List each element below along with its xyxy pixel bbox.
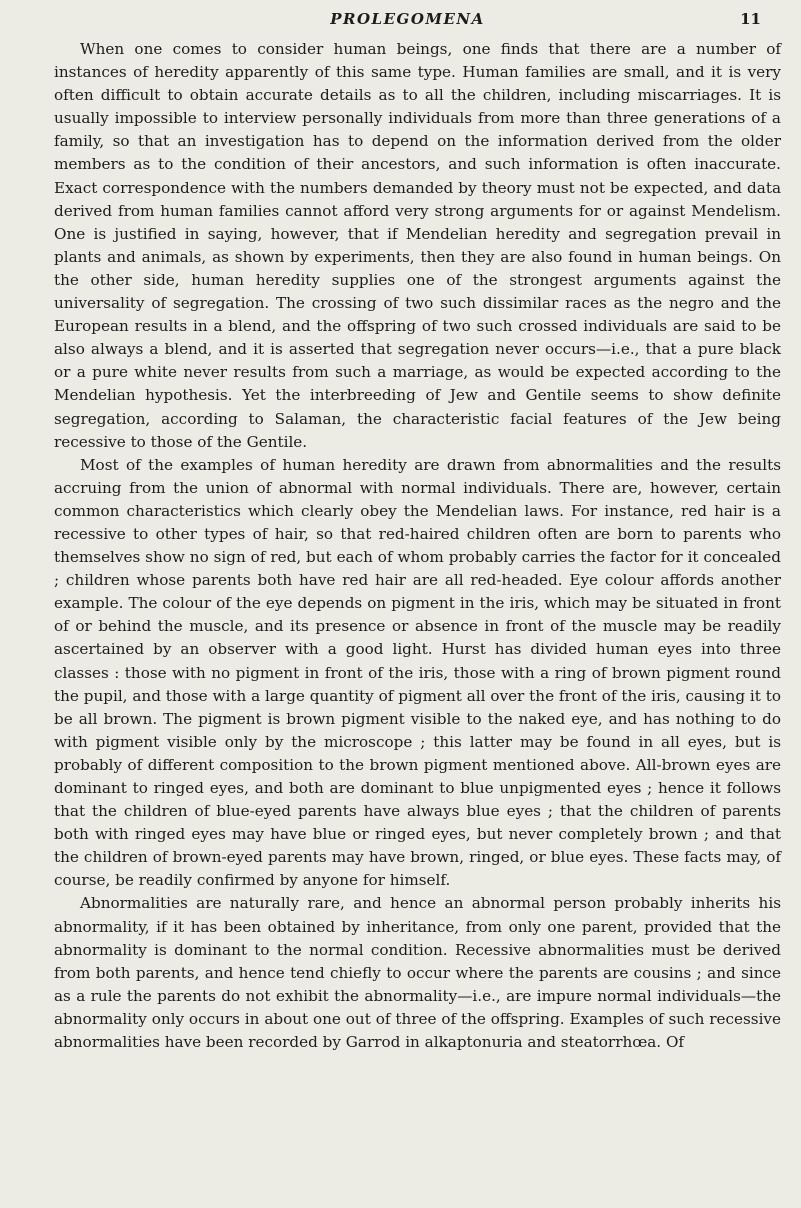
running-head: PROLEGOMENA bbox=[330, 10, 485, 28]
paragraph-abnormalities: Abnormalities are naturally rare, and hence an abnormal person probably inherits his abnormality, if it has been obtained by inheritance, from only one parent, provided that the abnormality is dominant to the normal condition. Recessive abnormalities must be derived from both parents, and hence tend chiefly to occur where the parents are cousins ; and since as a rule the parents do not exhibit the abnormality—i.e., are impure normal individuals—the abnormality only occurs in about one out of three of the offspring. Examples of such recessive abnormalities have been recorded by Garrod in alkaptonuria and steatorrhœa. Of bbox=[54, 894, 781, 1052]
page-number: 11 bbox=[740, 10, 761, 28]
paragraph-heredity-human-beings: When one comes to consider human beings, one finds that there are a number of instances of heredity apparently of this same type. Human families are small, and it is very often difficult to obtain accurate details as to all the children, including miscarriages. It is usually impossible to interview personally individuals from more than three generations of a family, so that an investigation has to depend on the information derived from the older members as to the condition of their ancestors, and such information is often inaccurate. Exact correspondence with the numbers demanded by theory must not be expected, and data derived from human families cannot afford very strong arguments for or against Mendelism. One is justified in saying, however, that if Mendelian heredity and segregation prevail in plants and animals, as shown by experiments, then they are also found in human beings. On the other side, human heredity supplies one of the strongest arguments against the universality of segregation. The crossing of two such dissimilar races as the negro and the European results in a blend, and the offspring of two such crossed individuals are said to be also always a blend, and it is asserted that segregation never occurs—i.e., that a pure black or a pure white never results from such a marriage, as would be expected according to the Mendelian hypothesis. Yet the interbreeding of Jew and Gentile seems to show definite segregation, according to Salaman, the characteristic facial features of the Jew being recessive to those of the Gentile. bbox=[54, 40, 781, 451]
body-text bbox=[54, 38, 781, 1054]
page-header bbox=[54, 6, 761, 38]
paragraph-common-characteristics: Most of the examples of human heredity are drawn from abnormalities and the results accruing from the union of abnormal with normal individuals. There are, however, certain common characteristics which clearly obey the Mendelian laws. For instance, red hair is a recessive to other types of hair, so that red-haired children often are born to parents who themselves show no sign of red, but each of whom probably carries the factor for it concealed ; children whose parents both have red hair are all red-headed. Eye colour affords another example. The colour of the eye depends on pigment in the iris, which may be situated in front of or behind the muscle, and its presence or absence in front of the muscle may be readily ascertained by an observer with a good light. Hurst has divided human eyes into three classes : those with no pigment in front of the iris, those with a ring of brown pigment round the pupil, and those with a large quantity of pigment all over the front of the iris, causing it to be all brown. The pigment is brown pigment visible to the naked eye, and has nothing to do with pigment visible only by the microscope ; this latter may be found in all eyes, but is probably of different composition to the brown pigment mentioned above. All-brown eyes are dominant to ringed eyes, and both are dominant to blue unpigmented eyes ; hence it follows that the children of blue-eyed parents have always blue eyes ; that the children of parents both with ringed eyes may have blue or ringed eyes, but never completely brown ; and that the children of brown-eyed parents may have brown, ringed, or blue eyes. These facts may, of course, be readily confirmed by anyone for himself. bbox=[54, 455, 781, 890]
